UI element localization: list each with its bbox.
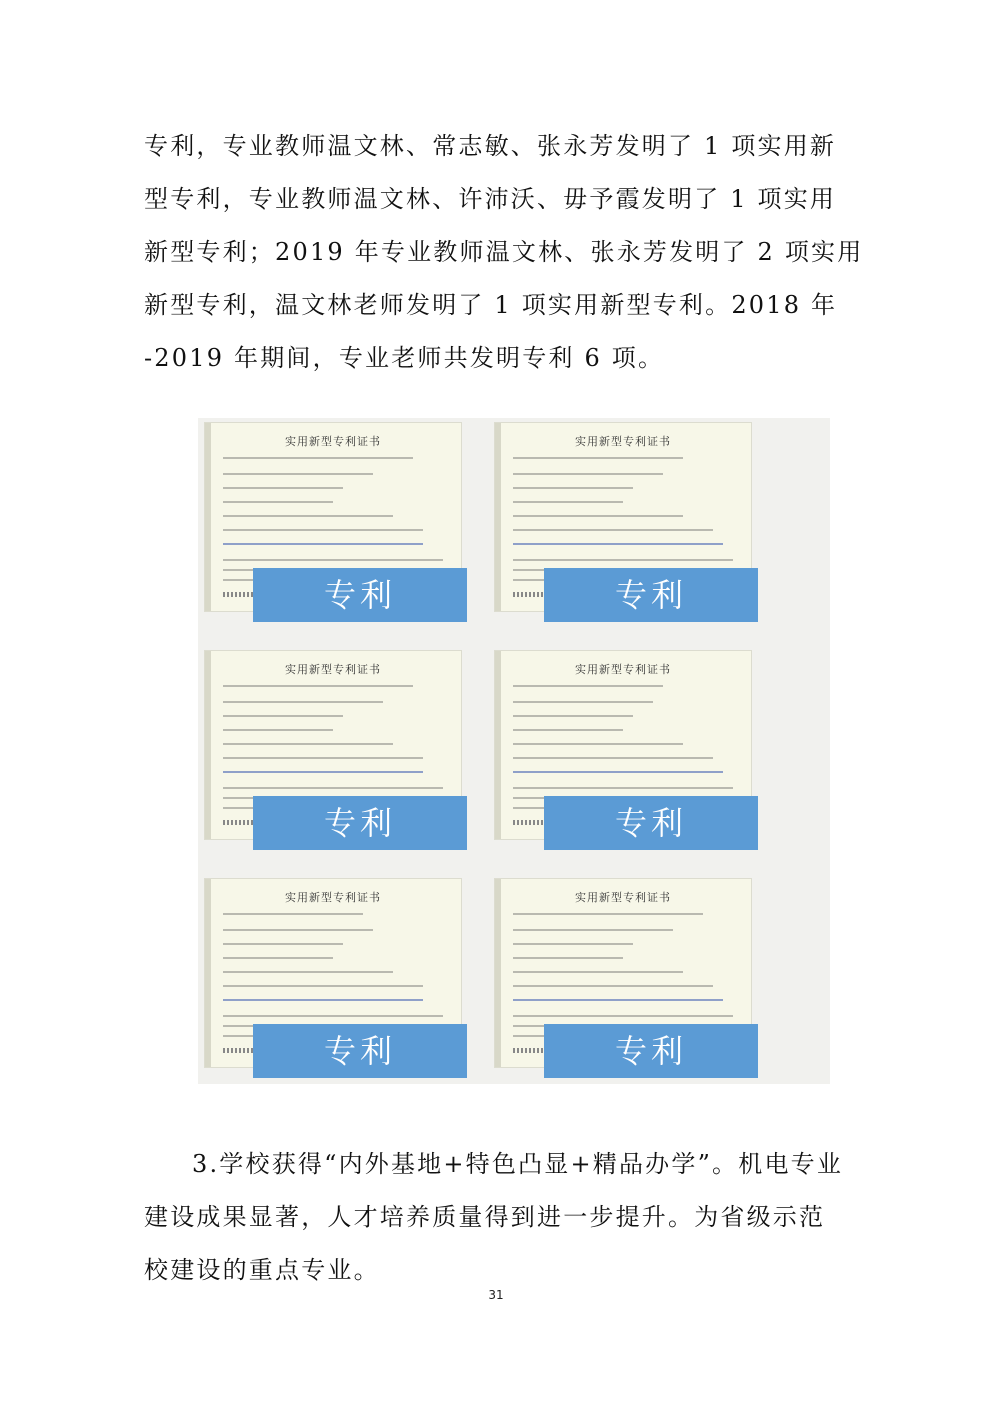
- patent-badge: 专利: [253, 568, 467, 622]
- certificate-title: 实用新型专利证书: [285, 435, 381, 448]
- patent-badge: 专利: [544, 568, 758, 622]
- patent-certificates-figure: [198, 418, 830, 1084]
- certificate-title: 实用新型专利证书: [575, 435, 671, 448]
- text-line: -2019 年期间，专业老师共发明专利 6 项。: [144, 344, 665, 372]
- patent-badge: 专利: [544, 796, 758, 850]
- certificate-title: 实用新型专利证书: [285, 663, 381, 676]
- page-number: 31: [488, 1288, 504, 1302]
- text-line: 新型专利，温文林老师发明了 1 项实用新型专利。2018 年: [144, 291, 838, 319]
- body-paragraph-patents: [144, 120, 864, 385]
- patent-badge: 专利: [544, 1024, 758, 1078]
- patent-badge: 专利: [253, 1024, 467, 1078]
- patent-badge: 专利: [253, 796, 467, 850]
- text-line: 建设成果显著，人才培养质量得到进一步提升。为省级示范: [144, 1203, 826, 1231]
- text-line: 专利，专业教师温文林、常志敏、张永芳发明了 1 项实用新: [144, 132, 837, 160]
- certificate-title: 实用新型专利证书: [575, 891, 671, 904]
- certificate-title: 实用新型专利证书: [285, 891, 381, 904]
- body-paragraph-school-achievement: [144, 1138, 844, 1297]
- text-line: 3.学校获得“内外基地+特色凸显+精品办学”。机电专业: [192, 1150, 844, 1178]
- text-line: 型专利，专业教师温文林、许沛沃、毋予霞发明了 1 项实用: [144, 185, 837, 213]
- text-line: 校建设的重点专业。: [144, 1256, 380, 1284]
- text-line: 新型专利；2019 年专业教师温文林、张永芳发明了 2 项实用: [144, 238, 864, 266]
- certificate-title: 实用新型专利证书: [575, 663, 671, 676]
